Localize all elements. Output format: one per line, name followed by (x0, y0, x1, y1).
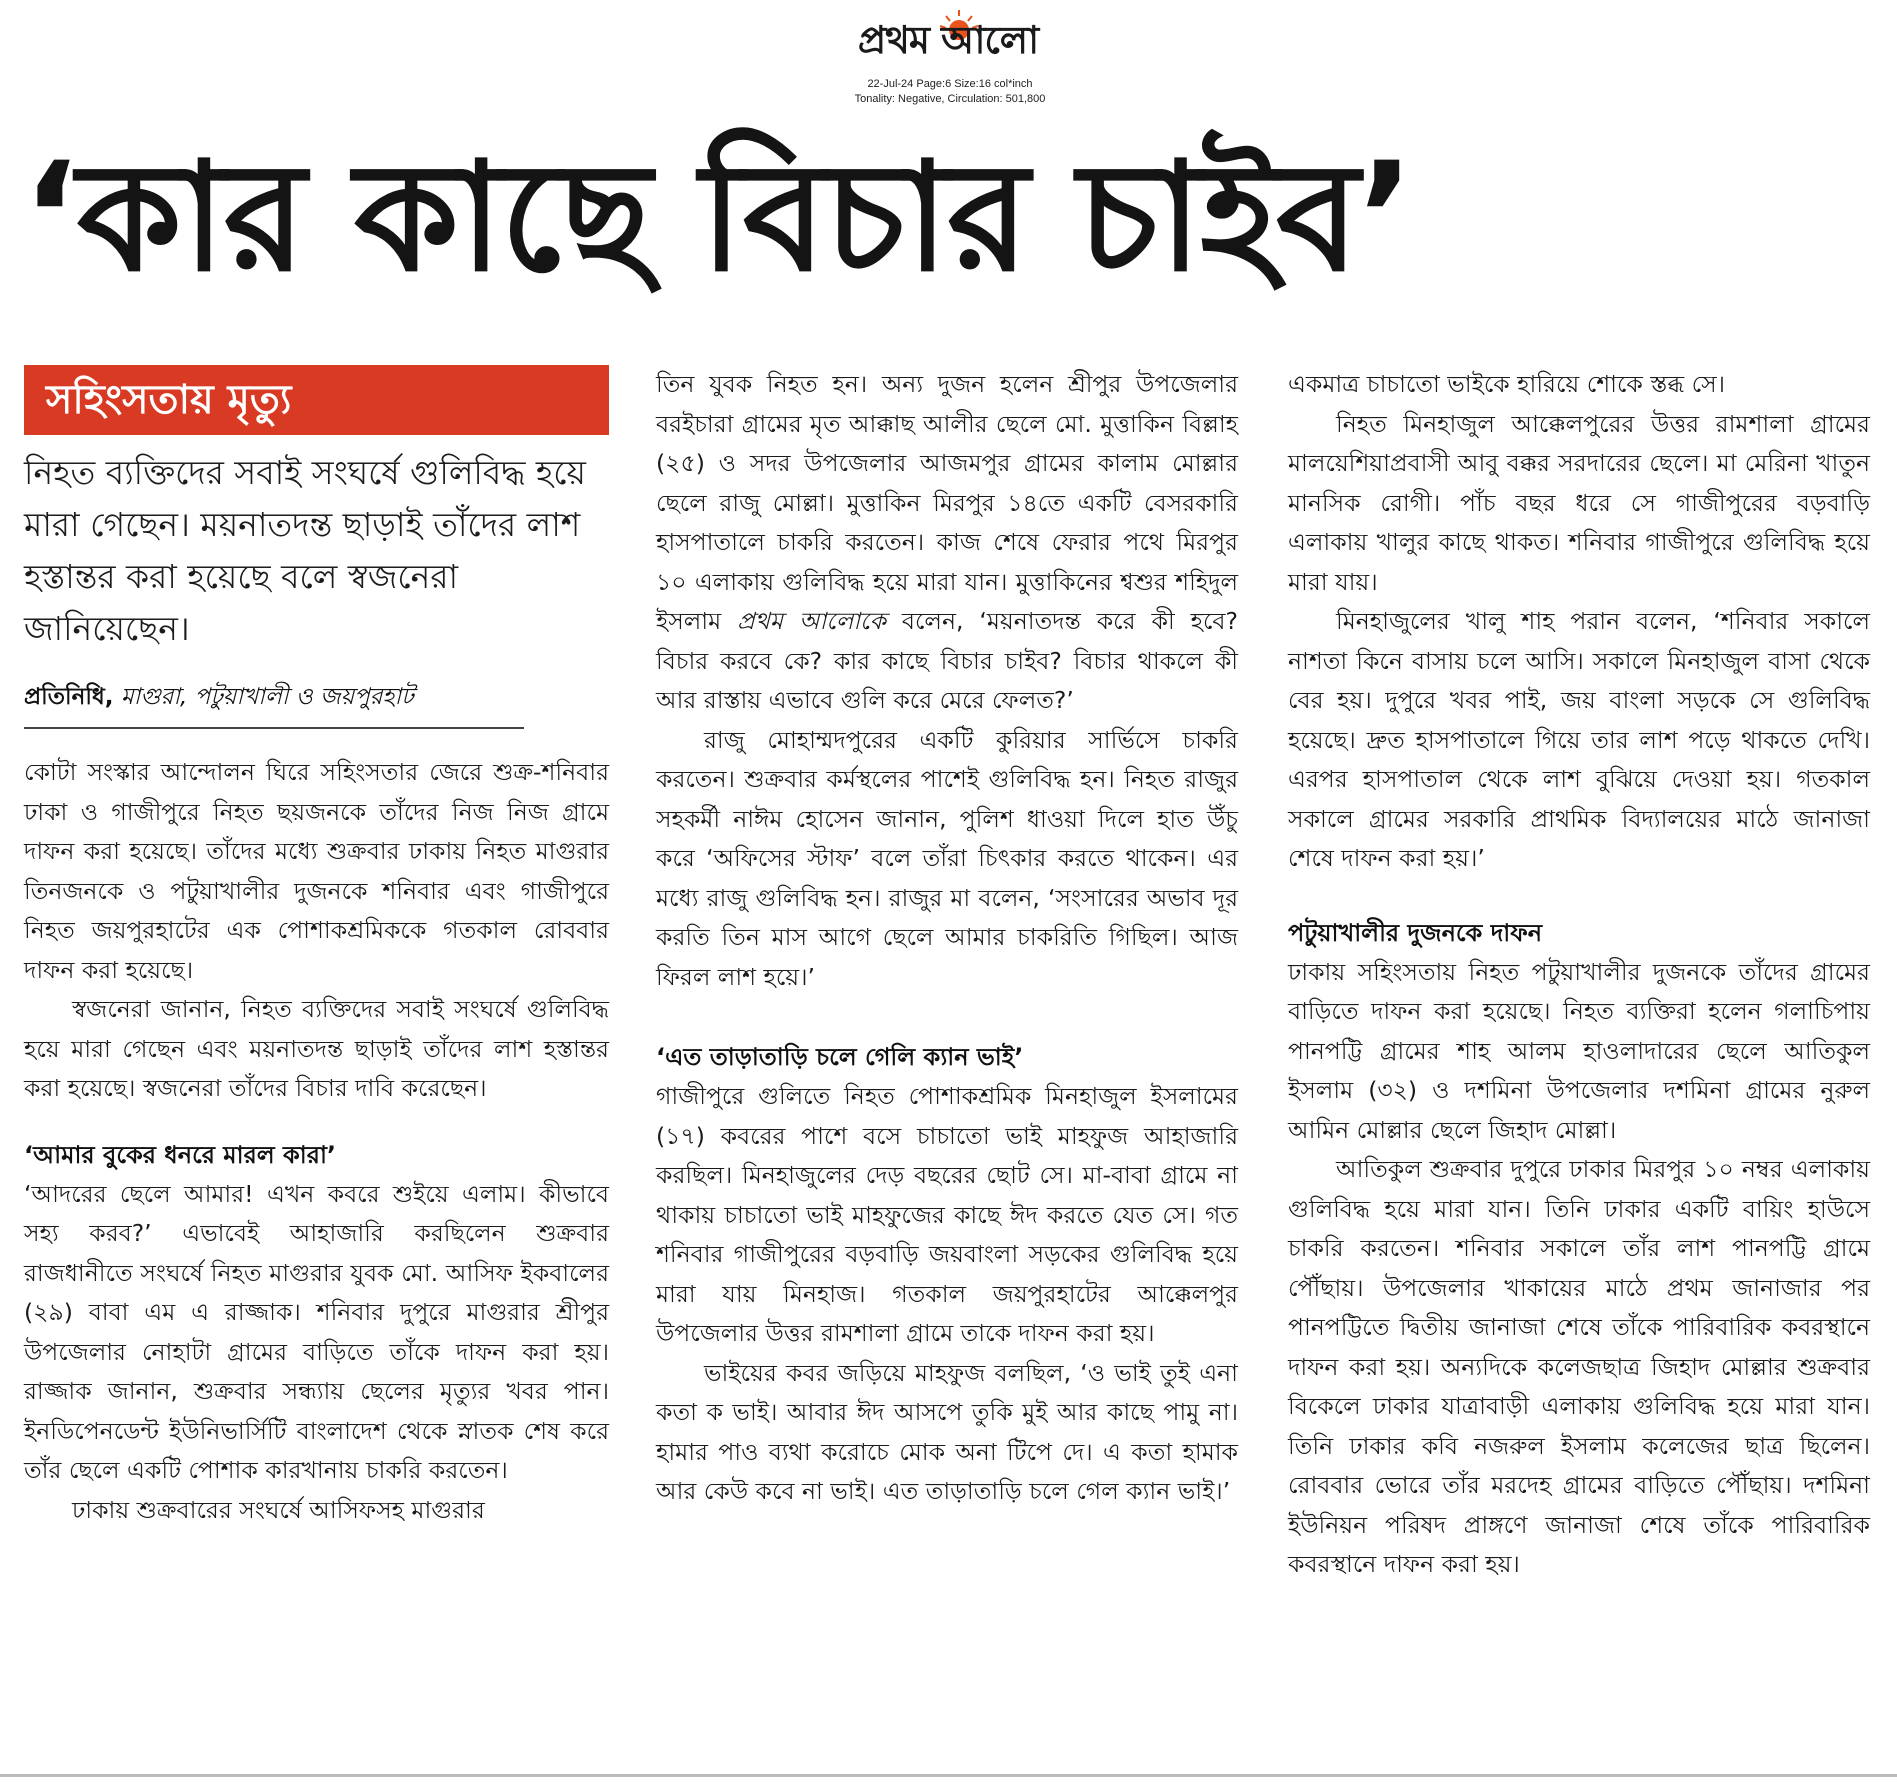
masthead (0, 0, 1897, 110)
paragraph: কোটা সংস্কার আন্দোলন ঘিরে সহিংসতার জেরে শুক্র-শনিবার ঢাকা ও গাজীপুরে নিহত ছয়জনকে তাঁদের নিজ নিজ গ্রামে দাফন করা হয়েছে। তাঁদের মধ্যে শুক্রবার ঢাকায় নিহত মাগুরার তিনজনকে ও পটুয়াখালীর দুজনকে শনিবার এবং গাজীপুরে নিহত জয়পুরহাটের এক পোশাকশ্রমিককে গতকাল রোববার দাফন করা হয়েছে। (24, 758, 609, 984)
subheading: ‘এত তাড়াতাড়ি চলে গেলি ক্যান ভাই’ (656, 1043, 1024, 1071)
paragraph: নিহত মিনহাজুল আক্কেলপুরের উত্তর রামশালা গ্রামের মালয়েশিয়াপ্রবাসী আবু বক্কর সরদারের ছেলে। মা মেরিনা খাতুন মানসিক রোগী। পাঁচ বছর ধরে সে গাজীপুরের বড়বাড়ি এলাকায় খালুর কাছে থাকত। শনিবার গাজীপুরে গুলিবিদ্ধ হয়ে মারা যায়। (1288, 409, 1870, 596)
paragraph: ঢাকায় শুক্রবারের সংঘর্ষে আসিফসহ মাগুরার (72, 1495, 485, 1524)
paragraph-text: বলেন, ‘ময়নাতদন্ত করে কী হবে? বিচার করবে কে? কার কাছে বিচার চাইব? বিচার থাকলে কী আর রাস্তায় এভাবে গুলি করে মেরে ফেলত?’ (656, 607, 1238, 714)
byline-places: মাগুরা, পটুয়াখালী ও জয়পুরহাট (120, 684, 414, 710)
clip-meta-line-1: 22-Jul-24 Page:6 Size:16 col*inch (867, 78, 1033, 90)
clip-meta-line-2: Tonality: Negative, Circulation: 501,800 (854, 93, 1046, 105)
byline (24, 677, 524, 729)
paragraph: মিনহাজুলের খালু শাহ পরান বলেন, ‘শনিবার সকালে নাশতা কিনে বাসায় চলে আসি। সকালে মিনহাজুল বাসা থেকে বের হয়। দুপুরে খবর পাই, জয় বাংলা সড়কে সে গুলিবিদ্ধ হয়েছে। দ্রুত হাসপাতালে গিয়ে তার লাশ পড়ে থাকতে দেখি। এরপর হাসপাতাল থেকে লাশ বুঝিয়ে দেওয়া হয়। গতকাল সকালে গ্রামের সরকারি প্রাথমিক বিদ্যালয়ের মাঠে জানাজা শেষে দাফন করা হয়।’ (1288, 607, 1870, 872)
page-title: ‘কার কাছে বিচার চাইব’ (22, 131, 1413, 305)
bottom-rule (0, 1774, 1897, 1777)
column-3 (1288, 365, 1870, 1585)
column-2 (656, 365, 1238, 1512)
logo-text: প্রথম আলো (857, 18, 1039, 62)
byline-label: প্রতিনিধি, (24, 684, 114, 710)
paragraph: ভাইয়ের কবর জড়িয়ে মাহফুজ বলছিল, ‘ও ভাই তুই এনা কতা ক ভাই। আবার ঈদ আসপে তুকি মুই আর কাছে পামু না। হামার পাও ব্যথা করোচে মোক অনা টিপে দে। এ কতা হামাক আর কেউ কবে না ভাই। এত তাড়াতাড়ি চলে গেল ক্যান ভাই।’ (656, 1358, 1238, 1505)
paragraph: ঢাকায় সহিংসতায় নিহত পটুয়াখালীর দুজনকে তাঁদের গ্রামের বাড়িতে দাফন করা হয়েছে। নিহত ব্যক্তিরা হলেন গলাচিপায় পানপট্টি গ্রামের শাহ আলম হাওলাদারের ছেলে আতিকুল ইসলাম (৩২) ও দশমিনা উপজেলার দশমিনা গ্রামের নুরুল আমিন মোল্লার ছেলে জিহাদ মোল্লা। (1288, 957, 1870, 1144)
newspaper-name: প্রথম আলোকে (737, 607, 886, 635)
prothom-alo-logo (812, 14, 1084, 72)
subheading: পটুয়াখালীর দুজনকে দাফন (1288, 918, 1543, 947)
column-1 (24, 365, 609, 1530)
paragraph: ‘আদরের ছেলে আমার! এখন কবরে শুইয়ে এলাম। কীভাবে সহ্য করব?’ এভাবেই আহাজারি করছিলেন শুক্রবার রাজধানীতে সংঘর্ষে নিহত মাগুরার যুবক মো. আসিফ ইকবালের (২৯) বাবা এম এ রাজ্জাক। শনিবার দুপুরে মাগুরার শ্রীপুর উপজেলার নোহাটা গ্রামের বাড়িতে তাঁকে দাফন করা হয়। রাজ্জাক জানান, শুক্রবার সন্ধ্যায় ছেলের মৃত্যুর খবর পান। ইনডিপেনডেন্ট ইউনিভার্সিটি বাংলাদেশ থেকে স্নাতক শেষ করে তাঁর ছেলে একটি পোশাক কারখানায় চাকরি করতেন। (24, 1179, 609, 1484)
paragraph: একমাত্র চাচাতো ভাইকে হারিয়ে শোকে স্তব্ধ সে। (1288, 370, 1726, 398)
paragraph: আতিকুল শুক্রবার দুপুরে ঢাকার মিরপুর ১০ নম্বর এলাকায় গুলিবিদ্ধ হয়ে মারা যান। তিনি ঢাকার একটি বায়িং হাউসে চাকরি করতেন। শনিবার সকালে তাঁর লাশ পানপট্টি গ্রামে পৌঁছায়। উপজেলার খাকায়ের মাঠে প্রথম জানাজার পর পানপট্টিতে দ্বিতীয় জানাজা শেষে তাঁকে পারিবারিক কবরস্থানে দাফন করা হয়। অন্যদিকে কলেজছাত্র জিহাদ মোল্লার শুক্রবার বিকেলে ঢাকার যাত্রাবাড়ী এলাকায় গুলিবিদ্ধ হয়ে মারা যান। তিনি ঢাকার কবি নজরুল ইসলাম কলেজের ছাত্র ছিলেন। রোববার ভোরে তাঁর মরদেহ গ্রামের বাড়িতে পৌঁছায়। দশমিনা ইউনিয়ন পরিষদ প্রাঙ্গণে জানাজা শেষে তাঁকে পারিবারিক কবরস্থানে দাফন করা হয়। (1288, 1155, 1870, 1578)
summary-deck: নিহত ব্যক্তিদের সবাই সংঘর্ষে গুলিবিদ্ধ হয়ে মারা গেছেন। ময়নাতদন্ত ছাড়াই তাঁদের লাশ হস্তান্তর করা হয়েছে বলে স্বজনেরা জানিয়েছেন। (24, 453, 586, 648)
paragraph: গাজীপুরে গুলিতে নিহত পোশাকশ্রমিক মিনহাজুল ইসলামের (১৭) কবরের পাশে বসে চাচাতো ভাই মাহফুজ আহাজারি করছিল। মিনহাজুলের দেড় বছরের ছোট সে। মা-বাবা গ্রামে না থাকায় চাচাতো ভাই মাহফুজের কাছে ঈদ করতে যেত সে। গত শনিবার গাজীপুরের বড়বাড়ি জয়বাংলা সড়কের গুলিবিদ্ধ হয়ে মারা যায় মিনহাজ। গতকাল জয়পুরহাটের আক্কেলপুর উপজেলার উত্তর রামশালা গ্রামে তাকে দাফন করা হয়। (656, 1082, 1238, 1347)
section-label: সহিংসতায় মৃত্যু (24, 365, 609, 435)
paragraph: স্বজনেরা জানান, নিহত ব্যক্তিদের সবাই সংঘর্ষে গুলিবিদ্ধ হয়ে মারা গেছেন এবং ময়নাতদন্ত ছাড়াই তাঁদের লাশ হস্তান্তর করা হয়েছে। স্বজনেরা তাঁদের বিচার দাবি করেছেন। (24, 995, 609, 1102)
paragraph: রাজু মোহাম্মদপুরের একটি কুরিয়ার সার্ভিসে চাকরি করতেন। শুক্রবার কর্মস্থলের পাশেই গুলিবিদ্ধ হন। নিহত রাজুর সহকর্মী নাঈম হোসেন জানান, পুলিশ ধাওয়া দিলে হাত উঁচু করে ‘অফিসের স্টাফ’ বলে তাঁরা চিৎকার করতে থাকেন। এর মধ্যে রাজু গুলিবিদ্ধ হন। রাজুর মা বলেন, ‘সংসারের অভাব দূর করতি তিন মাস আগে ছেলে আমার চাকরিতি গিছিল। আজ ফিরল লাশ হয়ে।’ (656, 725, 1238, 991)
subheading: ‘আমার বুকের ধনরে মারল কারা’ (24, 1140, 337, 1169)
paragraph (656, 365, 1238, 721)
paragraph-text: তিন যুবক নিহত হন। অন্য দুজন হলেন শ্রীপুর উপজেলার বরইচারা গ্রামের মৃত আক্কাছ আলীর ছেলে মো. মুত্তাকিন বিল্লাহ (২৫) ও সদর উপজেলার আজমপুর গ্রামের কালাম মোল্লার ছেলে রাজু মোল্লা। মুত্তাকিন মিরপুর ১৪তে একটি বেসরকারি হাসপাতালে চাকরি করতেন। কাজ শেষে ফেরার পথে মিরপুর ১০ এলাকায় গুলিবিদ্ধ হয়ে মারা যান। মুত্তাকিনের শ্বশুর শহিদুল ইসলাম (656, 370, 1238, 635)
